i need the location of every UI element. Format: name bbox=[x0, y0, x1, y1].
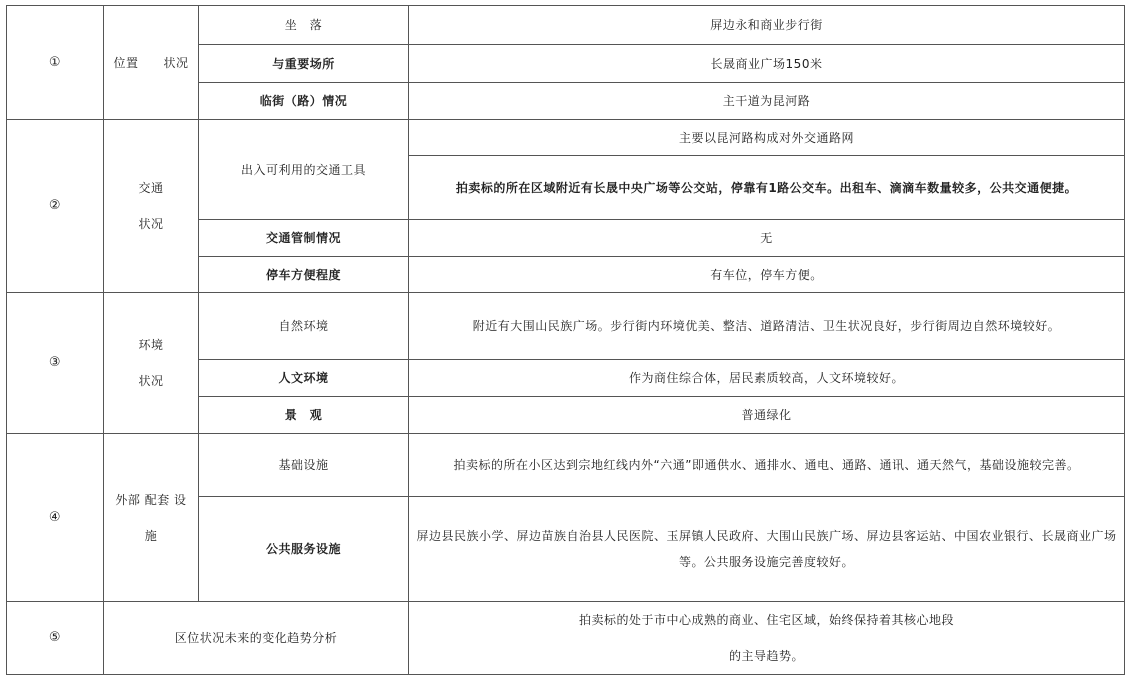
section-category-line: 施 bbox=[144, 528, 158, 543]
location-status-table bbox=[6, 5, 1125, 675]
section-category-line: 环境 bbox=[138, 338, 164, 352]
row-label: 人文环境 bbox=[199, 360, 409, 397]
row-value: 屏边永和商业步行街 bbox=[409, 6, 1125, 45]
row-value bbox=[409, 602, 1125, 675]
row-label: 交通管制情况 bbox=[199, 220, 409, 257]
row-label: 出入可利用的交通工具 bbox=[199, 120, 409, 220]
table-row bbox=[7, 293, 1125, 360]
row-value: 主干道为昆河路 bbox=[409, 83, 1125, 120]
row-value: 拍卖标的所在小区达到宗地红线内外“六通”即通供水、通排水、通电、通路、通讯、通天然气，基础设施较完善。 bbox=[409, 434, 1125, 497]
section-number: ② bbox=[7, 120, 104, 293]
row-value: 无 bbox=[409, 220, 1125, 257]
row-value-line: 的主导趋势。 bbox=[728, 649, 804, 663]
row-label: 坐 落 bbox=[199, 6, 409, 45]
row-value: 长晟商业广场150米 bbox=[409, 45, 1125, 83]
section-category bbox=[104, 120, 199, 293]
section-category-line: 外部 配套 设 bbox=[115, 492, 187, 507]
table-row bbox=[7, 120, 1125, 156]
section-number: ④ bbox=[7, 434, 104, 602]
row-label: 公共服务设施 bbox=[199, 497, 409, 602]
row-value: 主要以昆河路构成对外交通路网 bbox=[409, 120, 1125, 156]
section-category-line: 状况 bbox=[138, 374, 164, 388]
row-label: 基础设施 bbox=[199, 434, 409, 497]
row-label: 区位状况未来的变化趋势分析 bbox=[104, 602, 409, 675]
row-label: 景 观 bbox=[199, 397, 409, 434]
row-value: 作为商住综合体，居民素质较高，人文环境较好。 bbox=[409, 360, 1125, 397]
section-category bbox=[104, 293, 199, 434]
row-label: 临街（路）情况 bbox=[199, 83, 409, 120]
row-value: 有车位，停车方便。 bbox=[409, 257, 1125, 293]
row-value: 拍卖标的所在区域附近有长晟中央广场等公交站，停靠有1路公交车。出租车、滴滴车数量较多，公共交通便捷。 bbox=[409, 156, 1125, 220]
row-label: 停车方便程度 bbox=[199, 257, 409, 293]
table-row bbox=[7, 602, 1125, 675]
section-category-line: 状况 bbox=[138, 217, 164, 231]
section-category-line: 交通 bbox=[138, 181, 164, 195]
row-label: 自然环境 bbox=[199, 293, 409, 360]
row-value-line: 拍卖标的处于市中心成熟的商业、住宅区域，始终保持着其核心地段 bbox=[578, 613, 954, 627]
table-row bbox=[7, 434, 1125, 497]
row-value: 屏边县民族小学、屏边苗族自治县人民医院、玉屏镇人民政府、大围山民族广场、屏边县客运站、中国农业银行、长晟商业广场等。公共服务设施完善度较好。 bbox=[409, 497, 1125, 602]
section-category: 位置 状况 bbox=[104, 6, 199, 120]
row-value: 附近有大围山民族广场。步行街内环境优美、整洁、道路清洁、卫生状况良好，步行街周边自然环境较好。 bbox=[409, 293, 1125, 360]
row-label: 与重要场所 bbox=[199, 45, 409, 83]
table-row bbox=[7, 6, 1125, 45]
section-number: ③ bbox=[7, 293, 104, 434]
section-category bbox=[104, 434, 199, 602]
section-number: ① bbox=[7, 6, 104, 120]
row-value: 普通绿化 bbox=[409, 397, 1125, 434]
section-number: ⑤ bbox=[7, 602, 104, 675]
